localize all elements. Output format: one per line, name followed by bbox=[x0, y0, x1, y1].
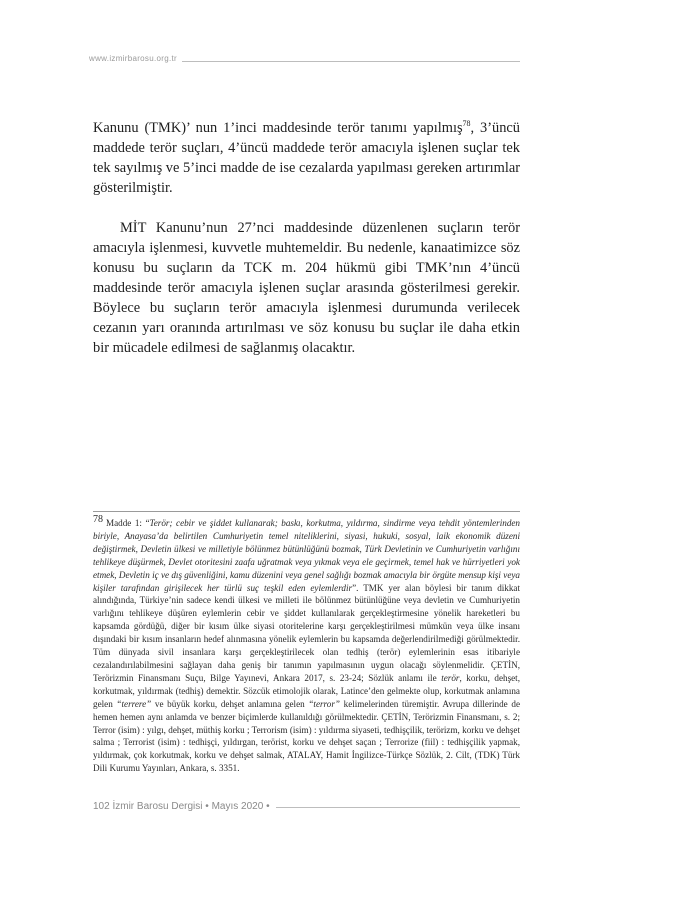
paragraph-1 bbox=[93, 118, 520, 198]
footnote-quote: Terör; cebir ve şiddet kullanarak; baskı, korkutma, yıldırma, sindirme veya tehdit yöntemlerinden biriyle, Anayasa’da belirtilen Cumhuriyetin temel niteliklerini, siyasi, hukuki, sosyal, laik ekonomik düzeni değiştirmek, Devletin ülkesi ve milletiyle bölünmez bütünlüğünü bozmak, Türk Devletinin ve Cumhuriyetin varlığını tehlikeye düşürmek, Devlet otoritesini zaafa uğratmak veya yıkmak veya ele geçirmek, temel hak ve hürriyetleri yok etmek, Devletin iç ve dış güvenliğini, kamu düzenini veya genel sağlığı bozmak amacıyla bir örgüte mensup kişi veya kişiler tarafından girişilecek her türlü suç teşkil eden eylemlerdir bbox=[93, 518, 520, 593]
footer-rule bbox=[276, 807, 520, 808]
page-footer bbox=[93, 801, 270, 812]
journal-name: İzmir Barosu Dergisi bbox=[112, 801, 203, 812]
paragraph-1-text-b: , 3’üncü maddede terör suçları, 4’üncü maddede terör amacıyla işlenen suçlar tek tek sayılmış ve 5’inci madde de ise cezalarda yapılması gereken artırımlar gösterilmiştir. bbox=[93, 120, 521, 196]
footnote-ref-78[interactable]: 78 bbox=[462, 119, 471, 129]
footnote-text-4: kelimelerinden türemiştir. Avrupa dillerinde de hemen hemen aynı anlamda ve benzer biçimlerde kullanıldığı görülmektedir. ÇETİN, Terörizmin Finansmanı, s. 2; Terror (isim) : yılgı, dehşet, müthiş korku ; Terrorism (isim) : yıldırma siyaseti, tedhişçilik, terörizm, korku ve dehşet salma ; Terrorist (isim) : tedhişçi, yıldırgan, terörist, korku ve dehşet saçan ; Terrorize (fiil) : tedhişçilik yapmak, yıldırmak, çok korkutmak, korku ve dehşet salmak, ATALAY, Hamit İngilizce-Türkçe Sözlük, 2. Cilt, (TDK) Türk Dili Kurumu Yayınları, Ankara, s. 3351. bbox=[93, 698, 520, 774]
header-url: www.izmirbarosu.org.tr bbox=[89, 54, 177, 63]
footnote-text-1: ”. TMK yer alan böylesi bir tanım dikkat alındığında, Türkiye’nin sadece kendi ülkesi ve milleti ile bölünmez bütünlüğüne veya devletin ve Cumhuriyetin varlığını tehlikeye düşüren eylemlerin cebir ve şiddet kullanılarak gerçekleştirmesine yönelik hareketleri bu kapsamda gördüğü, diğer bir kısım ülke siyasi otoritelerine karşı gerçekleştirilmesi mümkün veya ülke insanı dışındaki bir kısım insanların hedef alınmasına yönelik eylemlerin bu kapsamda değerlendirilmediği görülmektedir. Tüm dünyada sivil insanlara karşı gerçekleştirilecek olan tedhiş (terör) eylemlerinin esas itibariyle cezalandırılabilmesini sağlayan daha geniş bir tanımın yapılmasının uygun olacağı söylenmelidir. ÇETİN, Terörizmin Finansmanı Suçu, Bilge Yayınevi, Ankara 2017, s. 23-24; Sözlük anlamı ile bbox=[93, 582, 520, 683]
page-number: 102 bbox=[93, 801, 110, 812]
paragraph-1-text-a: Kanunu (TMK)’ nun 1’inci maddesinde terör tanımı yapılmış bbox=[93, 120, 463, 136]
paragraph-2: MİT Kanunu’nun 27’nci maddesinde düzenlenen suçların terör amacıyla işlenmesi, kuvvetle muhtemeldir. Bu nedenle, kanaatimizce söz konusu bu suçların da TCK m. 204 hükmü gibi TMK’nın 4’üncü maddesinde terör amacıyla işlenen suçlar arasında gösterilmesi gerekir. Böylece bu suçların terör amacıyla işlenmesi durumunda verilecek cezanın yarı oranında artırılması ve söz konusu bu suçlar ile daha etkin bir mücadele edilmesi de sağlanmış olacaktır. bbox=[93, 220, 520, 356]
footer-separator-2: • bbox=[266, 801, 270, 812]
footnote-term-teror: terör bbox=[441, 672, 460, 683]
footnote-term-terrere: “terrere” bbox=[116, 698, 152, 709]
body-text bbox=[93, 118, 520, 358]
footnote-78 bbox=[93, 513, 520, 775]
header-rule bbox=[182, 61, 520, 62]
footer-separator: • bbox=[205, 801, 209, 812]
footnote-text-3: ve büyük korku, dehşet anlamına gelen bbox=[151, 698, 309, 709]
footnote-rule bbox=[93, 511, 520, 512]
footnote-lead: Madde 1: “ bbox=[106, 518, 150, 528]
issue-date: Mayıs 2020 bbox=[211, 801, 264, 812]
footnote-number: 78 bbox=[93, 513, 103, 525]
footnote-term-terror: “terror” bbox=[308, 698, 340, 709]
footnote-text-2: , korku, dehşet, korkutmak, yıldırmak (tedhiş) demektir. Sözcük etimolojik olarak, Latince’den gelmekte olup, korkutmak anlamına gelen bbox=[93, 672, 520, 709]
